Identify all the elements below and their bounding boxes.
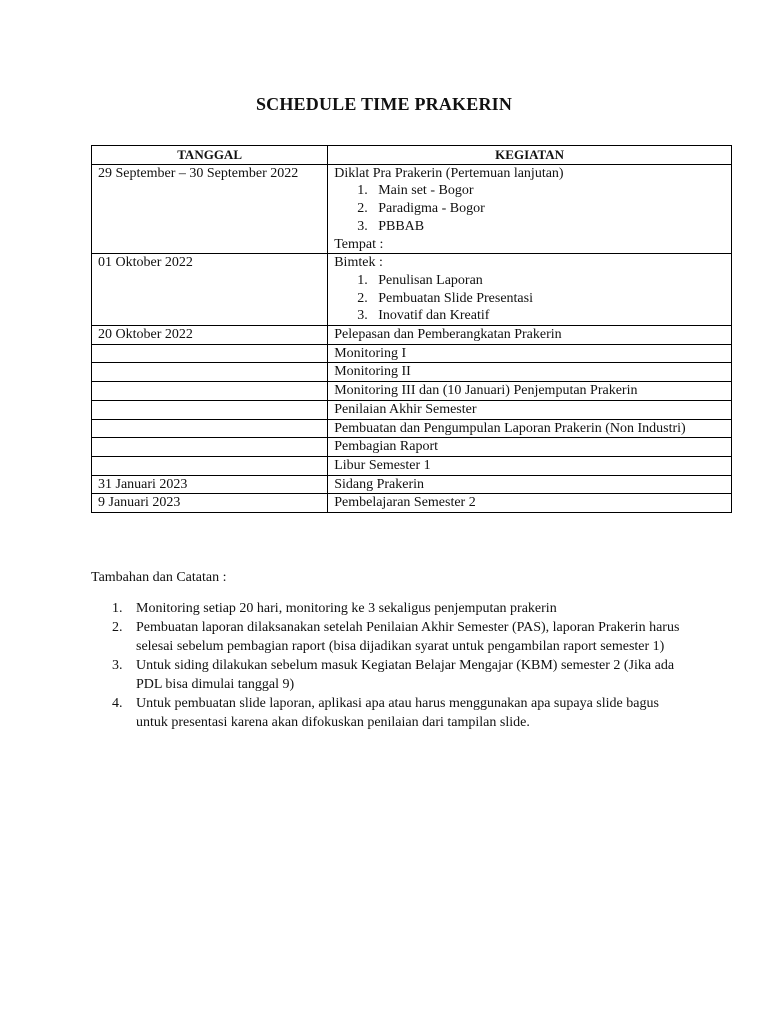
subitem-text: Penulisan Laporan — [378, 272, 483, 288]
column-header-tanggal: TANGGAL — [92, 146, 328, 165]
date-cell — [92, 382, 328, 401]
activity-cell — [328, 475, 732, 494]
activity-text: Pelepasan dan Pemberangkatan Prakerin — [334, 327, 562, 343]
notes-list — [91, 599, 691, 732]
activity-cell — [328, 164, 732, 254]
activity-text: Pembuatan dan Pengumpulan Laporan Prakerin (Non Industri) — [334, 420, 686, 436]
date-cell: 9 Januari 2023 — [92, 494, 328, 513]
activity-cell — [328, 344, 732, 363]
activity-text: Monitoring I — [334, 345, 407, 361]
table-row — [92, 382, 732, 401]
table-row — [92, 254, 732, 326]
table-row — [92, 494, 732, 513]
note-item — [91, 618, 691, 656]
table-row — [92, 456, 732, 475]
subitem-number: 3. — [357, 218, 368, 234]
activity-cell — [328, 363, 732, 382]
activity-cell — [328, 382, 732, 401]
activity-cell — [328, 400, 732, 419]
activity-subitem — [334, 272, 725, 290]
activity-location: Tempat : — [334, 236, 384, 252]
activity-sublist — [334, 182, 725, 235]
activity-text: Diklat Pra Prakerin (Pertemuan lanjutan) — [334, 165, 564, 181]
subitem-text: PBBAB — [378, 218, 425, 234]
date-cell — [92, 363, 328, 382]
table-row — [92, 326, 732, 345]
schedule-table — [91, 145, 732, 513]
table-header-row — [92, 146, 732, 165]
table-row — [92, 344, 732, 363]
activity-cell — [328, 438, 732, 457]
activity-cell — [328, 254, 732, 326]
activity-text: Penilaian Akhir Semester — [334, 401, 477, 417]
date-cell — [92, 456, 328, 475]
activity-text: Pembagian Raport — [334, 439, 439, 455]
date-cell — [92, 438, 328, 457]
notes-heading: Tambahan dan Catatan : — [91, 570, 227, 585]
activity-cell — [328, 494, 732, 513]
subitem-number: 3. — [357, 308, 368, 324]
note-text: Untuk siding dilakukan sebelum masuk Kegiatan Belajar Mengajar (KBM) semester 2 (Jika ada PDL bisa dimulai tanggal 9) — [136, 658, 675, 692]
subitem-number: 2. — [357, 290, 368, 306]
subitem-text: Pembuatan Slide Presentasi — [378, 290, 533, 306]
subitem-number: 2. — [357, 201, 368, 217]
activity-subitem — [334, 290, 725, 308]
activity-cell — [328, 419, 732, 438]
page-title: SCHEDULE TIME PRAKERIN — [255, 94, 513, 114]
note-text: Pembuatan laporan dilaksanakan setelah Penilaian Akhir Semester (PAS), laporan Prakerin harus selesai sebelum pembagian raport (bisa dijadikan syarat untuk pengambilan raport semester 1) — [136, 620, 680, 654]
activity-cell — [328, 456, 732, 475]
table-row — [92, 438, 732, 457]
date-cell — [92, 419, 328, 438]
activity-subitem — [334, 307, 725, 325]
date-cell: 29 September – 30 September 2022 — [92, 164, 328, 254]
table-row — [92, 363, 732, 382]
date-cell — [92, 344, 328, 363]
note-item — [91, 694, 691, 732]
subitem-number: 1. — [357, 183, 368, 199]
date-cell: 20 Oktober 2022 — [92, 326, 328, 345]
activity-sublist — [334, 272, 725, 325]
activity-text: Monitoring II — [334, 364, 411, 380]
date-cell — [92, 400, 328, 419]
note-text: Untuk pembuatan slide laporan, aplikasi apa atau harus menggunakan apa supaya slide bagus untuk presentasi karena akan difokuskan penilaian dari tampilan slide. — [136, 696, 659, 730]
activity-cell — [328, 326, 732, 345]
subitem-text: Inovatif dan Kreatif — [378, 308, 490, 324]
subitem-text: Paradigma - Bogor — [378, 201, 485, 217]
activity-subitem — [334, 200, 725, 218]
table-row — [92, 400, 732, 419]
note-number: 3. — [112, 658, 123, 673]
note-text: Monitoring setiap 20 hari, monitoring ke 3 sekaligus penjemputan prakerin — [136, 601, 557, 616]
schedule-table-body — [92, 164, 732, 512]
date-cell: 01 Oktober 2022 — [92, 254, 328, 326]
note-number: 1. — [112, 601, 123, 616]
activity-subitem — [334, 182, 725, 200]
activity-text: Bimtek : — [334, 255, 383, 271]
table-row — [92, 164, 732, 254]
table-row — [92, 475, 732, 494]
note-item — [91, 656, 691, 694]
table-row — [92, 419, 732, 438]
subitem-number: 1. — [357, 272, 368, 288]
subitem-text: Main set - Bogor — [378, 183, 474, 199]
note-item — [91, 599, 691, 618]
activity-text: Libur Semester 1 — [334, 457, 431, 473]
activity-text: Monitoring III dan (10 Januari) Penjemputan Prakerin — [334, 383, 638, 399]
activity-text: Sidang Prakerin — [334, 476, 425, 492]
date-cell: 31 Januari 2023 — [92, 475, 328, 494]
activity-text: Pembelajaran Semester 2 — [334, 495, 476, 511]
note-number: 4. — [112, 696, 123, 711]
column-header-kegiatan: KEGIATAN — [328, 146, 732, 165]
note-number: 2. — [112, 620, 123, 635]
activity-subitem — [334, 218, 725, 236]
